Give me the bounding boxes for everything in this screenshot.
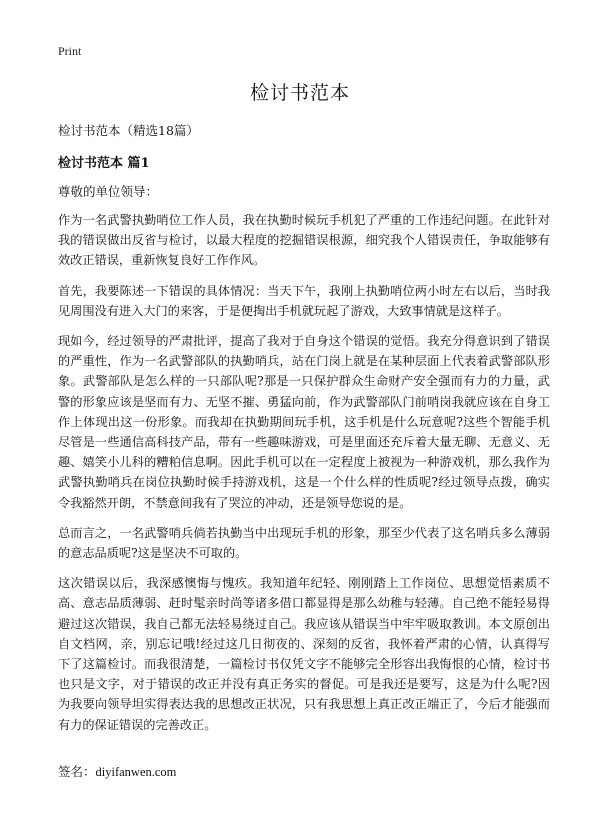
paragraph: 现如今，经过领导的严肃批评，提高了我对于自身这个错误的觉悟。我充分得意识到了错误的严重性，作为一名武警部队的执勤哨兵，站在门岗上就是在某种层面上代表着武警部队形象。武警部队是怎么样的一只部队呢?那是一只保护群众生命财产安全强而有力的力量，武警的形象应该是坚而有力、无坚不摧、勇猛向前，作为武警部队门前哨岗我就应该在自身工作上体现出这一份形象。而我却在执勤期间玩手机，这手机是什么玩意呢?这些个智能手机尽管是一些通信高科技产品，带有一些趣味游戏，可是里面还充斥着大量无聊、无意义、无趣、嬉笑小儿科的糟粕信息啊。因此手机可以在一定程度上被视为一种游戏机，那么我作为武警执勤哨兵在岗位执勤时候手持游戏机，这是一个什么样的性质呢?经过领导点拨，确实令我豁然开朗，不禁意间我有了哭泣的冲动，还是领导您说的是。 — [58, 334, 550, 510]
signature-line — [58, 762, 176, 780]
paragraph: 首先，我要陈述一下错误的具体情况：当天下午，我刚上执勤哨位两小时左右以后，当时我见周围没有进入大门的来客，于是便掏出手机就玩起了游戏，大致事情就是这样子。 — [58, 283, 550, 318]
greeting: 尊敬的单位领导： — [58, 184, 159, 199]
document-subtitle: 检讨书范本（精选18篇） — [58, 123, 199, 138]
document-title: 检讨书范本 — [249, 82, 350, 104]
paragraph: 总而言之，一名武警哨兵倘若执勤当中出现玩手机的形象，那至少代表了这名哨兵多么薄弱的意志品质呢?这是坚决不可取的。 — [58, 525, 550, 561]
paragraph: 这次错误以后，我深感懊悔与愧疚。我知道年纪轻、刚刚踏上工作岗位、思想觉悟素质不高、意志品质薄弱、赶时髦亲时尚等诸多借口都显得是那么幼稚与轻薄。自己绝不能轻易得避过这次错误，我自己都无法轻易绕过自己。我应该从错误当中牢牢吸取教训。本文原创出自文档网，亲，别忘记哦!经过这几日彻夜的、深刻的反省，我怀着严肃的心情，认真得写下了这篇检讨。而我很清楚，一篇检讨书仅凭文字不能够完全形容出我悔恨的心情，检讨书也只是文字，对于错误的改正并没有真正务实的督促。可是我还是要写，这是为什么呢?因为我要向领导坦实得表达我的思想改正状况，只有我思想上真正改正端正了，今后才能强而有力的保证错误的完善改正。 — [58, 576, 550, 732]
print-link[interactable]: Print — [58, 44, 82, 58]
document-body — [58, 210, 550, 745]
signature-value: diyifanwen.com — [95, 765, 177, 779]
section-heading: 检讨书范本 篇1 — [58, 156, 150, 171]
paragraph: 作为一名武警执勤哨位工作人员，我在执勤时候玩手机犯了严重的工作违纪问题。在此针对我的错误做出反省与检讨，以最大程度的挖掘错误根源，细究我个人错误责任，争取能够有效改正错误，重新恢复良好工作作风。 — [58, 213, 550, 268]
signature-label: 签名： — [58, 764, 96, 779]
